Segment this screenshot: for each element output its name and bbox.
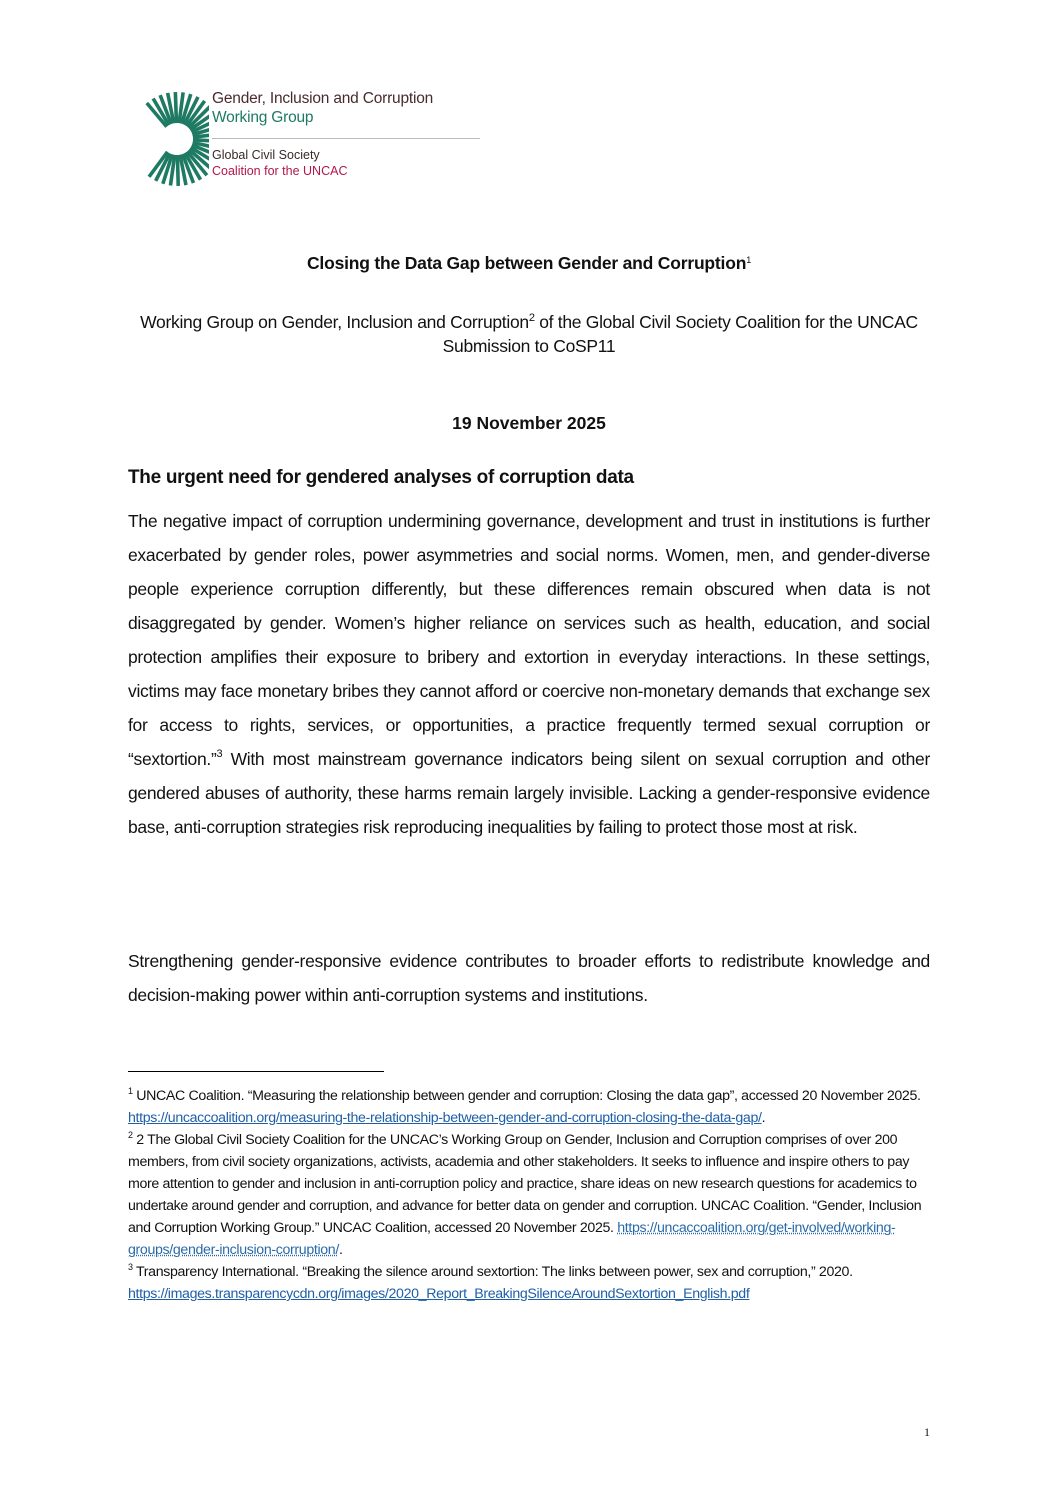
subtitle-part2: of the Global Civil Society Coalition for the UNCAC Submission to CoSP11 [442, 312, 918, 356]
footnote-ref-3[interactable]: 3 [216, 748, 223, 760]
footnote-2 [128, 1129, 938, 1261]
paragraph-1-part2: With most mainstream governance indicators being silent on sexual corruption and other gendered abuses of authority, these harms remain largely invisible. Lacking a gender-responsive evidence base, anti-corruption strategies risk reproducing inequalities by failing to protect those most at risk. [128, 749, 930, 837]
footnote-marker: 2 [128, 1130, 133, 1140]
document-subtitle [128, 306, 930, 358]
footnote-text: UNCAC Coalition. “Measuring the relationship between gender and corruption: Closing the data gap”, accessed 20 November 2025. [132, 1088, 921, 1104]
footnote-3 [128, 1261, 938, 1305]
footnotes [128, 1085, 938, 1305]
document-title [0, 253, 1058, 274]
logo [127, 90, 487, 190]
footnote-link[interactable]: https://uncaccoalition.org/get-involved/working-groups/gender-inclusion-corruption/ [128, 1220, 896, 1258]
footnote-marker: 1 [128, 1086, 133, 1096]
footnote-ref-2[interactable]: 2 [528, 312, 535, 324]
footnote-text: Transparency International. “Breaking the silence around sextortion: The links between power, sex and corruption,” 2020. [132, 1264, 853, 1280]
footnote-marker: 3 [128, 1262, 133, 1272]
logo-title: Gender, Inclusion and Corruption [212, 90, 434, 107]
footnote-after: . [761, 1110, 766, 1126]
footnote-text: 2 The Global Civil Society Coalition for the UNCAC’s Working Group on Gender, Inclusion and Corruption comprises of over 200 members, from civil society organizations, activists, academia and other stakeholders. It seeks to influence and inspire others to pay more attention to gender and inclusion in anti-corruption policy and practice, share ideas on new research questions for academics to undertake around gender and corruption, and advance for better data on gender and corruption. UNCAC Coalition. “Gender, Inclusion and Corruption Working Group.” UNCAC Coalition, accessed 20 November 2025. [128, 1132, 922, 1236]
logo-ray [193, 140, 209, 142]
subtitle-part1: Working Group on Gender, Inclusion and Corruption [140, 312, 529, 332]
section-heading: The urgent need for gendered analyses of corruption data [128, 467, 634, 488]
document-date: 19 November 2025 [452, 413, 606, 433]
coalition-c-logo-icon [127, 90, 209, 188]
footnote-1 [128, 1085, 938, 1129]
logo-org-line1: Global Civil Society [212, 148, 320, 162]
paragraph-1-part1: The negative impact of corruption undermining governance, development and trust in institutions is further exacerbated by gender roles, power asymmetries and social norms. Women, men, and gender-diverse people experience corruption differently, but these differences remain obscured when data is not disaggregated by gender. Women’s higher reliance on services such as health, education, and social protection amplifies their exposure to bribery and extortion in everyday interactions. In these settings, victims may face monetary bribes they cannot afford or coercive non-monetary demands that exchange sex for access to rights, services, or opportunities, a practice frequently termed sexual corruption or “sextortion.” [128, 511, 930, 769]
footnote-after: . [338, 1242, 343, 1258]
logo-ray [177, 155, 178, 186]
paragraph-1 [128, 504, 930, 844]
footnote-ref-1[interactable]: 1 [746, 255, 752, 265]
logo-ray [175, 92, 176, 123]
logo-divider [212, 138, 480, 139]
logo-subtitle: Working Group [212, 109, 314, 126]
footnote-link[interactable]: https://uncaccoalition.org/measuring-the-relationship-between-gender-and-corruption-closing-the-data-gap/ [128, 1110, 762, 1126]
logo-org-line2: Coalition for the UNCAC [212, 164, 348, 178]
page-number: 1 [924, 1425, 930, 1439]
logo-text [212, 90, 482, 179]
title-text: Closing the Data Gap between Gender and Corruption [306, 253, 747, 273]
paragraph-2: Strengthening gender-responsive evidence contributes to broader efforts to redistribute knowledge and decision-making power within anti-corruption systems and institutions. [128, 951, 930, 1005]
footnote-separator [128, 1071, 384, 1072]
footnote-link[interactable]: https://images.transparencycdn.org/images/2020_Report_BreakingSilenceAroundSextortion_English.pdf [128, 1286, 750, 1302]
